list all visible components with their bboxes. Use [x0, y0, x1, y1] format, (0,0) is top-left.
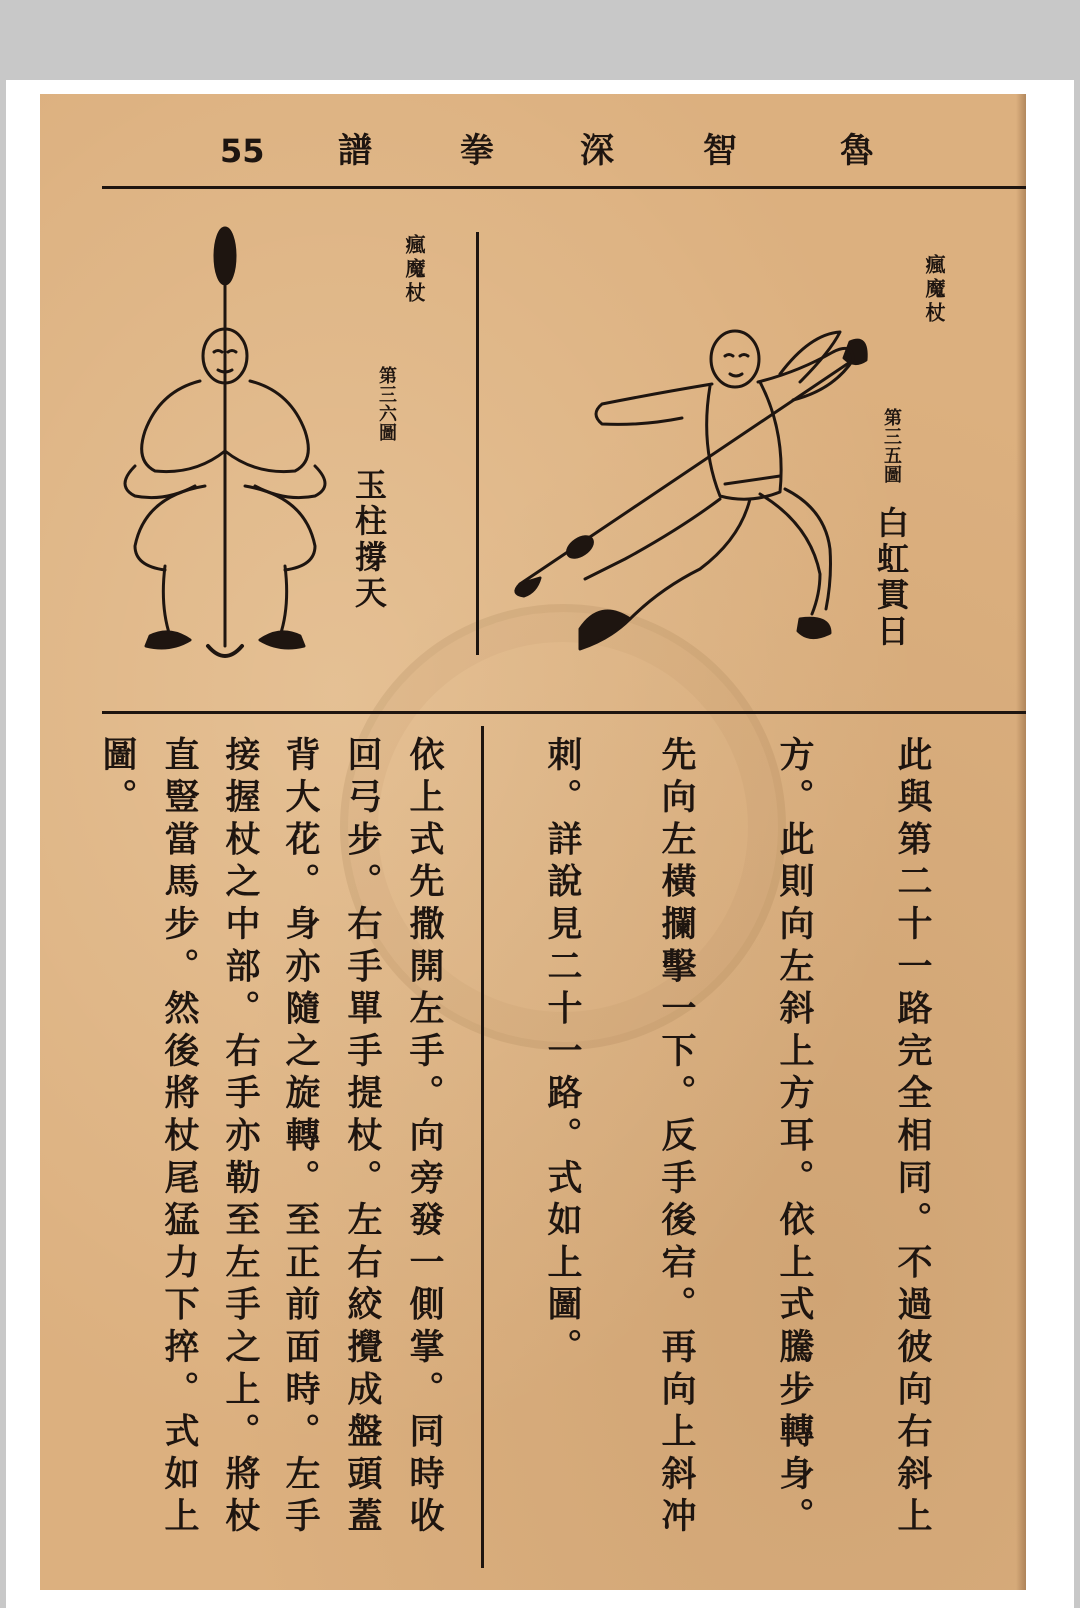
- left-figure-illustration: [110, 226, 340, 666]
- text-column-7: 背大花。身亦隨之旋轉。至正前面時。左手: [280, 736, 321, 1540]
- text-column-6: 回弓步。右手單手提杖。左右絞攪成盤頭蓋: [342, 736, 383, 1540]
- right-figure-weapon-label: 瘋魔杖: [922, 254, 946, 326]
- title-char-4: 拳: [460, 131, 494, 171]
- text-column-4: 刺。詳說見二十一路。式如上圖。: [542, 736, 583, 1371]
- header-rule: [102, 186, 1026, 189]
- left-figure-name: 玉柱撐天: [350, 468, 388, 612]
- text-column-9: 直豎當馬步。然後將杖尾猛力下捽。式如上: [159, 736, 200, 1540]
- text-column-10: 圖。: [97, 736, 138, 821]
- text-divider: [481, 726, 484, 1568]
- text-column-2: 方。此則向左斜上方耳。依上式騰步轉身。: [774, 736, 815, 1540]
- book-page: [40, 94, 1026, 1590]
- title-char-5: 譜: [338, 131, 372, 171]
- left-figure-weapon-label: 瘋魔杖: [402, 234, 426, 306]
- staff-butt: [516, 578, 540, 596]
- title-char-1: 魯: [840, 131, 874, 171]
- text-column-1: 此與第二十一路完全相同。不過彼向右斜上: [892, 736, 933, 1540]
- head: [711, 331, 759, 387]
- title-char-3: 深: [580, 131, 614, 171]
- title-char-2: 智: [703, 131, 737, 171]
- figure-bottom-rule: [102, 711, 1026, 714]
- text-column-5: 依上式先撒開左手。向旁發一側掌。同時收: [404, 736, 445, 1540]
- page-header: [40, 94, 1026, 190]
- right-figure-illustration: [510, 294, 870, 664]
- page-number: 55: [220, 132, 265, 170]
- staff-crescent-head: [844, 340, 866, 363]
- page-edge-shadow: [1016, 94, 1026, 1590]
- right-figure-number: 第三五圖: [881, 408, 902, 484]
- figure-divider: [476, 232, 479, 655]
- left-figure-number: 第三六圖: [376, 366, 397, 442]
- staff-top: [215, 228, 235, 284]
- text-column-3: 先向左橫攔擊一下。反手後宕。再向上斜冲: [656, 736, 697, 1540]
- text-column-8: 接握杖之中部。右手亦勒至左手之上。將杖: [220, 736, 261, 1540]
- right-figure-name: 白虹貫日: [872, 506, 910, 650]
